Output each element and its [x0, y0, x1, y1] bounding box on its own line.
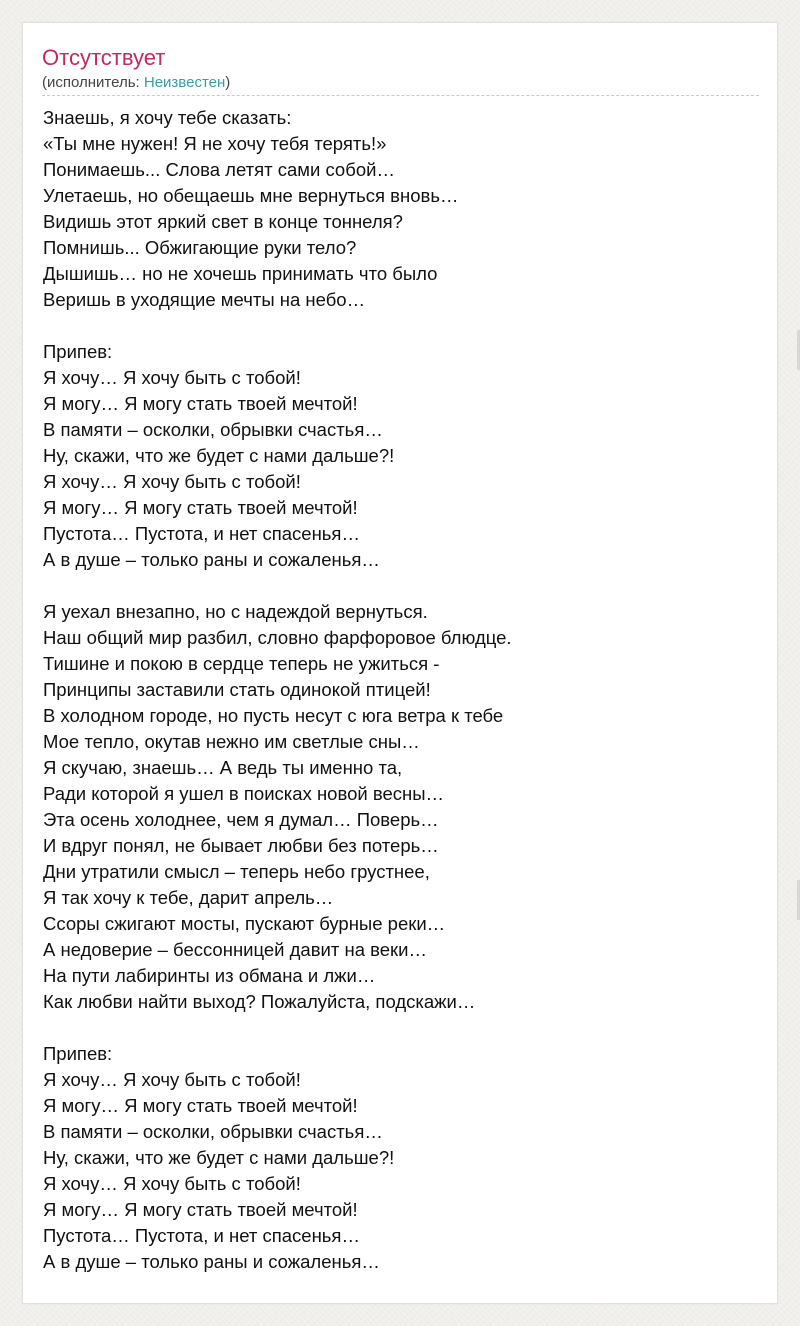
lyric-line: Дышишь… но не хочешь принимать что было: [43, 263, 438, 284]
verse-1: [43, 105, 743, 313]
lyric-line: А недоверие – бессонницей давит на веки…: [43, 939, 427, 960]
lyric-line: Я могу… Я могу стать твоей мечтой!: [43, 393, 358, 414]
lyric-line: Принципы заставили стать одинокой птицей!: [43, 679, 431, 700]
artist-line: [42, 73, 230, 93]
lyric-line: Я хочу… Я хочу быть с тобой!: [43, 1173, 301, 1194]
lyric-line: На пути лабиринты из обмана и лжи…: [43, 965, 376, 986]
lyric-line: Я так хочу к тебе, дарит апрель…: [43, 887, 334, 908]
lyric-line: Эта осень холоднее, чем я думал… Поверь…: [43, 809, 439, 830]
lyric-line: В памяти – осколки, обрывки счастья…: [43, 419, 383, 440]
lyric-line: В холодном городе, но пусть несут с юга ветра к тебе: [43, 705, 504, 726]
lyric-line: Веришь в уходящие мечты на небо…: [43, 289, 366, 310]
lyric-line: А в душе – только раны и сожаленья…: [43, 549, 380, 570]
lyric-line: Тишине и покою в сердце теперь не ужиться -: [43, 653, 440, 674]
chorus-label: Припев:: [43, 341, 113, 362]
lyric-line: Помнишь... Обжигающие руки тело?: [43, 237, 357, 258]
lyric-line: Я могу… Я могу стать твоей мечтой!: [43, 1199, 358, 1220]
lyric-line: Я хочу… Я хочу быть с тобой!: [43, 367, 301, 388]
lyric-line: Я хочу… Я хочу быть с тобой!: [43, 471, 301, 492]
lyric-line: Ну, скажи, что же будет с нами дальше?!: [43, 445, 395, 466]
stanza-gap: [43, 573, 743, 599]
artist-suffix: ): [225, 74, 231, 91]
lyric-line: И вдруг понял, не бывает любви без потерь…: [43, 835, 439, 856]
lyric-line: Ну, скажи, что же будет с нами дальше?!: [43, 1147, 395, 1168]
lyric-line: Улетаешь, но обещаешь мне вернуться вновь…: [43, 185, 459, 206]
song-header: [42, 43, 759, 96]
lyric-line: Наш общий мир разбил, словно фарфоровое блюдце.: [43, 627, 512, 648]
lyric-line: Мое тепло, окутав нежно им светлые сны…: [43, 731, 420, 752]
lyric-line: «Ты мне нужен! Я не хочу тебя терять!»: [43, 133, 387, 154]
lyric-line: Дни утратили смысл – теперь небо грустнее,: [43, 861, 430, 882]
artist-prefix: (исполнитель:: [42, 74, 144, 91]
lyric-line: В памяти – осколки, обрывки счастья…: [43, 1121, 383, 1142]
lyric-line: Я могу… Я могу стать твоей мечтой!: [43, 497, 358, 518]
stanza-gap: [43, 1015, 743, 1041]
lyric-line: Видишь этот яркий свет в конце тоннеля?: [43, 211, 403, 232]
lyric-line: Понимаешь... Слова летят сами собой…: [43, 159, 395, 180]
lyric-line: Знаешь, я хочу тебе сказать:: [43, 107, 292, 128]
lyric-line: Пустота… Пустота, и нет спасенья…: [43, 523, 360, 544]
artist-link[interactable]: Неизвестен: [143, 74, 226, 91]
lyric-line: Я могу… Я могу стать твоей мечтой!: [43, 1095, 358, 1116]
verse-2: [43, 599, 743, 1015]
lyric-line: Как любви найти выход? Пожалуйста, подскажи…: [43, 991, 476, 1012]
song-title: Отсутствует: [42, 45, 166, 70]
lyrics-body: [43, 105, 743, 1275]
lyric-line: Я уехал внезапно, но с надеждой вернуться.: [43, 601, 428, 622]
lyric-line: Ради которой я ушел в поисках новой весны…: [43, 783, 445, 804]
stanza-gap: [43, 313, 743, 339]
lyric-line: Я хочу… Я хочу быть с тобой!: [43, 1069, 301, 1090]
lyrics-card: [22, 22, 778, 1304]
lyric-line: А в душе – только раны и сожаленья…: [43, 1251, 380, 1272]
chorus-1: [43, 339, 743, 573]
lyric-line: Я скучаю, знаешь… А ведь ты именно та,: [43, 757, 403, 778]
chorus-2: [43, 1041, 743, 1275]
lyric-line: Пустота… Пустота, и нет спасенья…: [43, 1225, 360, 1246]
lyric-line: Ссоры сжигают мосты, пускают бурные реки…: [43, 913, 446, 934]
chorus-label: Припев:: [43, 1043, 113, 1064]
